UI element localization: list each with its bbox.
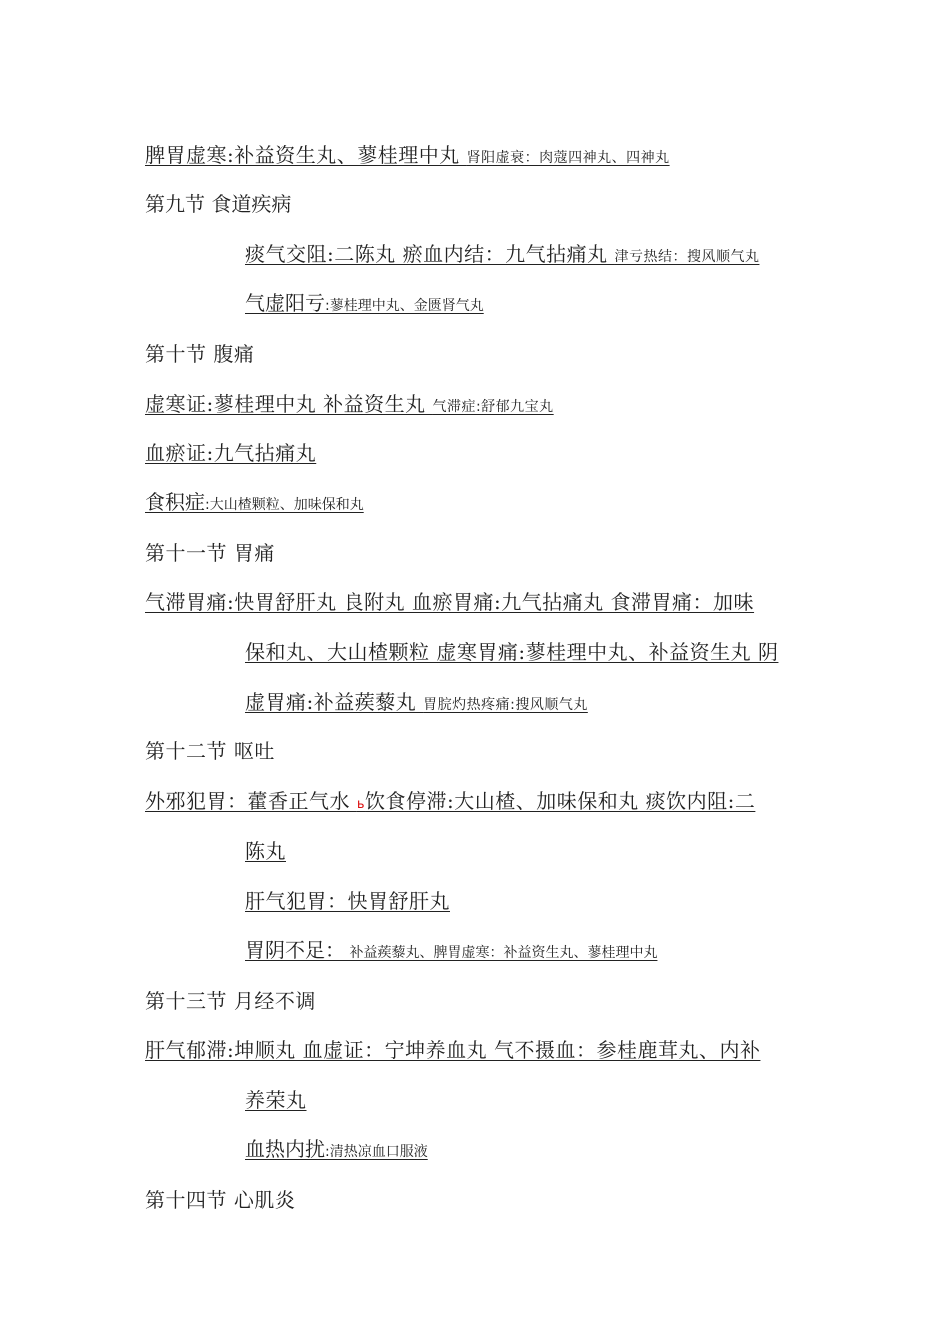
text-blood-stasis: 血瘀证:九气拈痛丸: [145, 441, 317, 465]
text-line-17: [245, 934, 657, 963]
text-epigastric-burning: 胃脘灼热疼痛:搜风顺气丸: [423, 697, 588, 713]
text-line-8: [145, 486, 364, 515]
text-line-12: [245, 686, 588, 715]
section-heading-12: 第十二节 呕吐: [145, 739, 275, 763]
section-heading-9: 第九节 食道疾病: [145, 192, 292, 216]
text-stomach-pain-1: 气滞胃痛:快胃舒肝丸 良附丸 血瘀胃痛:九气拈痛丸 食滞胃痛：加味: [145, 590, 755, 614]
text-blood-heat: 血热内扰: [245, 1137, 325, 1161]
text-stomach-yin-remedy: 补益蒺藜丸、脾胃虚寒：补益资生丸、蓼桂理中丸: [345, 945, 658, 961]
text-phlegm-qi: 痰气交阻:二陈丸 瘀血内结：九气拈痛丸: [245, 242, 615, 266]
section-heading-13: 第十三节 月经不调: [145, 989, 316, 1013]
text-line-6: [145, 388, 554, 417]
text-food-accumulation: 食积症: [145, 490, 205, 514]
edit-mark: ь: [356, 797, 366, 812]
text-food-accumulation-remedy: :大山楂颗粒、加味保和丸: [205, 497, 364, 513]
text-line-21: [245, 1133, 428, 1162]
section-heading-11: 第十一节 胃痛: [145, 541, 275, 565]
text-chen-wan: 陈丸: [245, 839, 286, 863]
text-blood-heat-remedy: :清热凉血口服液: [325, 1144, 428, 1160]
text-external-evil: 外邪犯胃：藿香正气水: [145, 789, 357, 813]
text-line-1: [145, 139, 670, 168]
text-stomach-yin-insufficient: 胃阴不足：: [245, 938, 345, 962]
text-food-stagnation: 饮食停滞:大山楂、加味保和丸 痰饮内阻:二: [365, 789, 756, 813]
text-line-14: [145, 785, 755, 814]
text-qi-yang-deficiency: 气虚阳亏: [245, 291, 325, 315]
text-deficiency-cold: 虚寒证:蓼桂理中丸 补益资生丸: [145, 392, 433, 416]
text-stomach-pain-2: 保和丸、大山楂颗粒 虚寒胃痛:蓼桂理中丸、补益资生丸 阴: [245, 640, 779, 664]
text-line-3: [245, 238, 759, 267]
text-qi-stagnation: 气滞症:舒郁九宝丸: [432, 399, 554, 415]
text-qi-yang-remedy: :蓼桂理中丸、金匮肾气丸: [325, 298, 484, 314]
text-fluid-deficiency: 津亏热结：搜风顺气丸: [614, 249, 760, 265]
section-heading-14: 第十四节 心肌炎: [145, 1188, 296, 1212]
text-line-4: [245, 287, 484, 316]
text-menstrual-1: 肝气郁滞:坤顺丸 血虚证：宁坤养血丸 气不摄血：参桂鹿茸丸、内补: [145, 1038, 761, 1062]
text-menstrual-2: 养荣丸: [245, 1088, 307, 1112]
text-liver-qi-stomach: 肝气犯胃：快胃舒肝丸: [245, 889, 450, 913]
text-yin-deficiency-stomach: 虚胃痛:补益蒺藜丸: [245, 690, 424, 714]
text-kidney-yang: 肾阳虚衰：肉蔻四神丸、四神丸: [466, 150, 670, 166]
text-spleen-stomach: 脾胃虚寒:补益资生丸、蓼桂理中丸: [145, 143, 467, 167]
section-heading-10: 第十节 腹痛: [145, 342, 255, 366]
